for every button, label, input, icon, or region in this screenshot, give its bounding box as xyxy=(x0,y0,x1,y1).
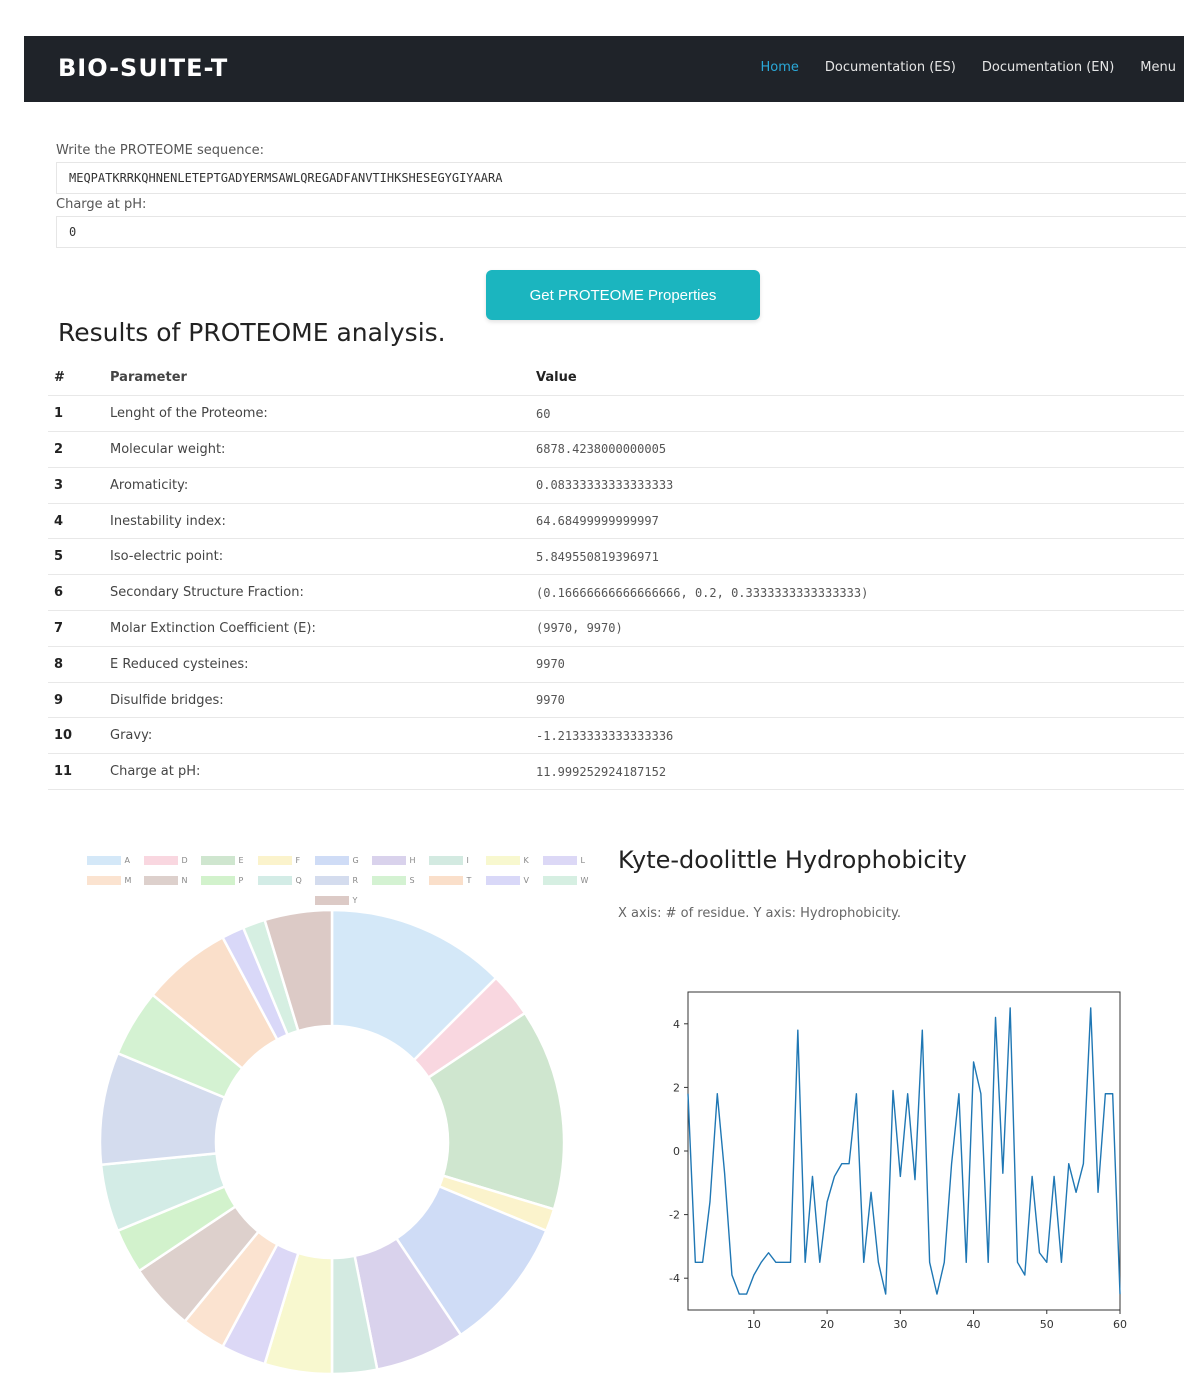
row-number: 11 xyxy=(48,754,110,790)
row-value: 6878.4238000000005 xyxy=(536,432,1184,468)
legend-item[interactable] xyxy=(258,856,309,865)
table-row xyxy=(48,396,1184,432)
legend-item[interactable] xyxy=(201,876,252,885)
legend-swatch xyxy=(144,876,178,885)
plot-frame xyxy=(688,992,1120,1310)
legend-row xyxy=(80,870,600,890)
legend-swatch xyxy=(201,856,235,865)
legend-label: M xyxy=(124,875,132,885)
row-parameter: Charge at pH: xyxy=(110,754,536,790)
table-header-row xyxy=(48,360,1184,396)
legend-item[interactable] xyxy=(429,876,480,885)
hydrophobicity-series-line xyxy=(688,1008,1120,1294)
brand-logo[interactable]: BIO-SUITE-T xyxy=(58,54,229,82)
legend-label: P xyxy=(238,875,244,885)
legend-swatch xyxy=(258,856,292,865)
legend-swatch xyxy=(144,856,178,865)
legend-label: K xyxy=(523,855,529,865)
legend-item[interactable] xyxy=(201,856,252,865)
legend-item[interactable] xyxy=(258,876,309,885)
legend-item[interactable] xyxy=(144,856,195,865)
legend-label: D xyxy=(181,855,188,865)
nav-documentation-en[interactable]: Documentation (EN) xyxy=(981,60,1115,75)
row-number: 5 xyxy=(48,539,110,575)
table-row xyxy=(48,467,1184,503)
legend-swatch xyxy=(372,876,406,885)
row-parameter: E Reduced cysteines: xyxy=(110,646,536,682)
legend-swatch xyxy=(315,856,349,865)
table-row xyxy=(48,682,1184,718)
table-row xyxy=(48,432,1184,468)
results-table xyxy=(48,360,1184,790)
results-title: Results of PROTEOME analysis. xyxy=(58,318,446,347)
row-number: 10 xyxy=(48,718,110,754)
legend-label: R xyxy=(352,875,359,885)
row-parameter: Secondary Structure Fraction: xyxy=(110,575,536,611)
y-tick-label: -2 xyxy=(669,1208,680,1222)
row-value: (9970, 9970) xyxy=(536,611,1184,647)
legend-item[interactable] xyxy=(144,876,195,885)
table-row xyxy=(48,575,1184,611)
row-number: 9 xyxy=(48,682,110,718)
legend-item[interactable] xyxy=(543,856,594,865)
donut-svg xyxy=(60,840,600,1390)
row-number: 1 xyxy=(48,396,110,432)
row-value: 9970 xyxy=(536,682,1184,718)
legend-item[interactable] xyxy=(315,876,366,885)
row-parameter: Iso-electric point: xyxy=(110,539,536,575)
legend-swatch xyxy=(201,876,235,885)
row-parameter: Disulfide bridges: xyxy=(110,682,536,718)
legend-swatch xyxy=(315,896,349,905)
row-value: 5.849550819396971 xyxy=(536,539,1184,575)
legend-item[interactable] xyxy=(87,876,138,885)
legend-label: W xyxy=(580,875,589,885)
legend-label: T xyxy=(466,875,472,885)
legend-swatch xyxy=(87,856,121,865)
row-value: 0.08333333333333333 xyxy=(536,467,1184,503)
legend-label: H xyxy=(409,855,416,865)
legend-row xyxy=(80,890,600,910)
chart-legend xyxy=(80,850,600,910)
row-number: 3 xyxy=(48,467,110,503)
legend-label: V xyxy=(523,875,529,885)
legend-label: G xyxy=(352,855,359,865)
row-parameter: Molecular weight: xyxy=(110,432,536,468)
legend-swatch xyxy=(372,856,406,865)
sequence-label: Write the PROTEOME sequence: xyxy=(56,143,264,158)
x-tick-label: 30 xyxy=(893,1318,908,1331)
row-value: 60 xyxy=(536,396,1184,432)
legend-item[interactable] xyxy=(315,856,366,865)
x-tick-label: 40 xyxy=(966,1318,981,1331)
hydrophobicity-line-chart xyxy=(660,980,1140,1340)
table-row xyxy=(48,754,1184,790)
x-tick-label: 20 xyxy=(820,1318,835,1331)
legend-swatch xyxy=(258,876,292,885)
x-tick-label: 10 xyxy=(746,1318,761,1331)
x-tick-label: 60 xyxy=(1113,1318,1127,1331)
y-tick-label: 2 xyxy=(673,1081,680,1095)
sequence-form xyxy=(56,140,1186,248)
legend-swatch xyxy=(486,856,520,865)
row-parameter: Inestability index: xyxy=(110,503,536,539)
table-row xyxy=(48,718,1184,754)
table-row xyxy=(48,646,1184,682)
legend-swatch xyxy=(543,876,577,885)
legend-item[interactable] xyxy=(486,856,537,865)
row-parameter: Molar Extinction Coefficient (E): xyxy=(110,611,536,647)
header-parameter: Parameter xyxy=(110,360,536,396)
navbar xyxy=(24,36,1184,102)
legend-label: F xyxy=(295,855,301,865)
y-tick-label: -4 xyxy=(669,1272,680,1286)
legend-label: Y xyxy=(352,895,358,905)
legend-item[interactable] xyxy=(372,856,423,865)
nav-menu[interactable]: Menu xyxy=(1140,60,1176,75)
legend-item[interactable] xyxy=(372,876,423,885)
nav-links xyxy=(761,60,1177,75)
legend-label: N xyxy=(181,875,188,885)
header-number: # xyxy=(48,360,110,396)
ph-input[interactable] xyxy=(56,216,1186,248)
sequence-input[interactable] xyxy=(56,162,1186,194)
row-parameter: Lenght of the Proteome: xyxy=(110,396,536,432)
legend-item[interactable] xyxy=(87,856,138,865)
y-tick-label: 0 xyxy=(673,1145,680,1158)
legend-swatch xyxy=(429,856,463,865)
legend-label: E xyxy=(238,855,244,865)
nav-documentation-es[interactable]: Documentation (ES) xyxy=(824,60,956,75)
row-number: 7 xyxy=(48,611,110,647)
row-value: -1.2133333333333336 xyxy=(536,718,1184,754)
legend-swatch xyxy=(87,876,121,885)
legend-item[interactable] xyxy=(486,876,537,885)
legend-swatch xyxy=(429,876,463,885)
amino-acid-donut-chart xyxy=(60,840,600,1390)
row-value: 11.999252924187152 xyxy=(536,754,1184,790)
legend-row xyxy=(80,850,600,870)
header-value: Value xyxy=(536,360,1184,396)
legend-label: S xyxy=(409,875,415,885)
legend-item[interactable] xyxy=(315,896,366,905)
hydrophobicity-title: Kyte-doolittle Hydrophobicity xyxy=(618,846,967,874)
nav-home[interactable]: Home xyxy=(760,60,799,75)
row-value: 64.68499999999997 xyxy=(536,503,1184,539)
legend-label: Q xyxy=(295,875,302,885)
get-properties-button[interactable]: Get PROTEOME Properties xyxy=(486,270,760,320)
legend-item[interactable] xyxy=(429,856,480,865)
table-row xyxy=(48,539,1184,575)
legend-swatch xyxy=(315,876,349,885)
row-number: 8 xyxy=(48,646,110,682)
row-number: 4 xyxy=(48,503,110,539)
legend-label: I xyxy=(466,855,469,865)
row-parameter: Aromaticity: xyxy=(110,467,536,503)
x-tick-label: 50 xyxy=(1039,1318,1054,1331)
table-row xyxy=(48,503,1184,539)
row-value: 9970 xyxy=(536,646,1184,682)
table-row xyxy=(48,611,1184,647)
y-tick-label: 4 xyxy=(673,1017,680,1031)
row-value: (0.16666666666666666, 0.2, 0.3333333333333333) xyxy=(536,575,1184,611)
legend-label: L xyxy=(580,855,585,865)
row-parameter: Gravy: xyxy=(110,718,536,754)
row-number: 6 xyxy=(48,575,110,611)
row-number: 2 xyxy=(48,432,110,468)
legend-label: A xyxy=(124,855,130,865)
ph-label: Charge at pH: xyxy=(56,197,147,212)
legend-item[interactable] xyxy=(543,876,594,885)
legend-swatch xyxy=(486,876,520,885)
axis-description: X axis: # of residue. Y axis: Hydrophobicity. xyxy=(618,906,901,921)
legend-swatch xyxy=(543,856,577,865)
